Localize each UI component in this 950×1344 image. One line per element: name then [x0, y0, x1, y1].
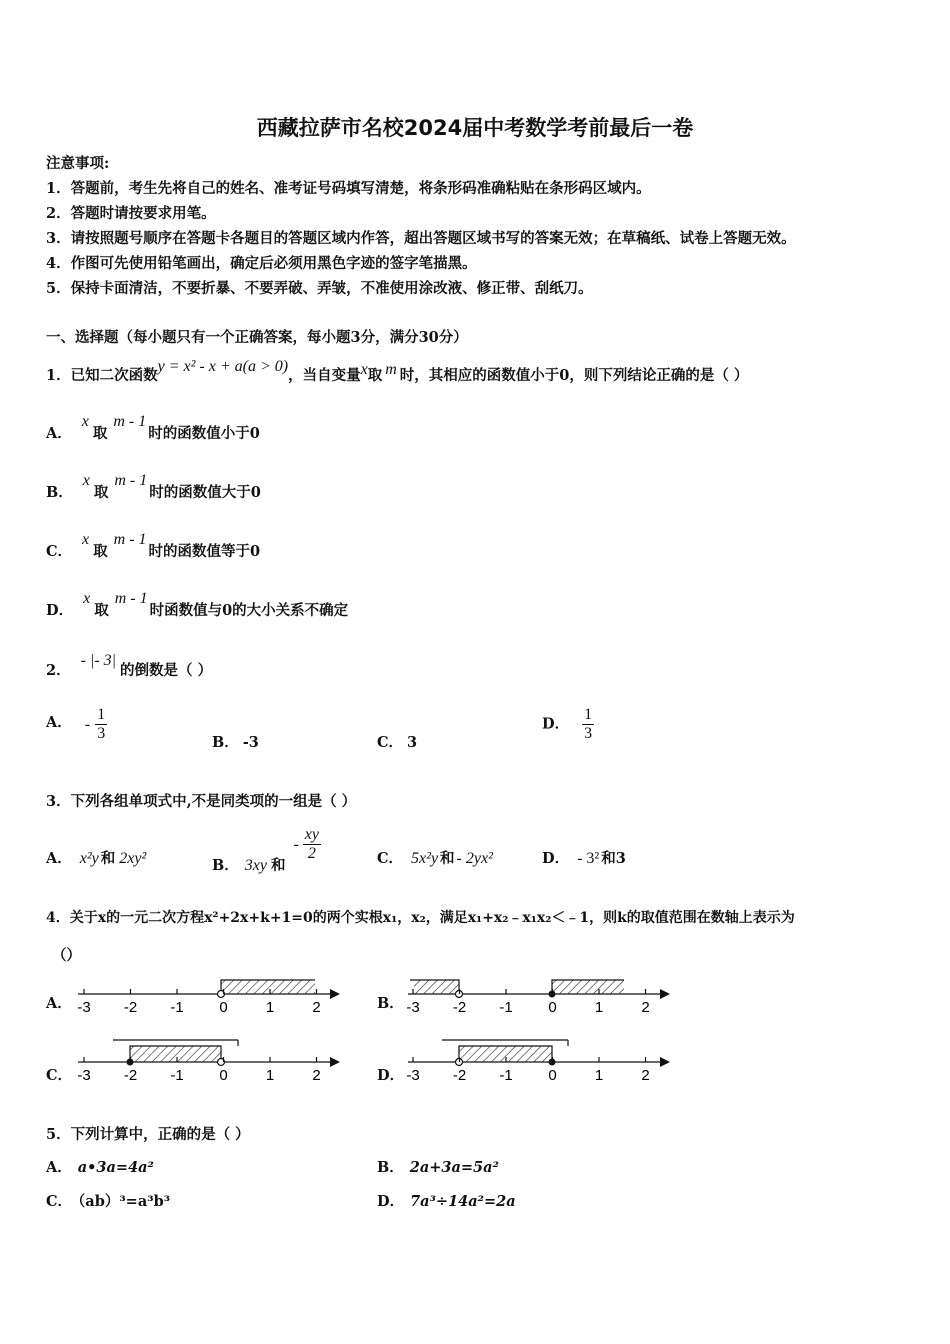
notice-item: 4．作图可先使用铅笔画出，确定后必须用黑色字迹的签字笔描黑。: [46, 255, 477, 272]
tick-label: 0: [219, 999, 228, 1016]
option-q2-c[interactable]: C． 3: [377, 734, 418, 751]
tick-label: 0: [548, 1067, 557, 1084]
question-2: 2．- |- 3|的倒数是（ ）: [46, 652, 213, 679]
tick-label: -1: [170, 1067, 184, 1084]
option-q1-d[interactable]: D．x取m - 1时函数值与0的大小关系不确定: [46, 590, 349, 619]
tick-label: 2: [641, 999, 650, 1016]
tick-label: -2: [452, 999, 467, 1016]
option-q4-b-label[interactable]: B．: [377, 995, 404, 1012]
tick-label: 1: [594, 999, 604, 1016]
question-4: 4．关于x的一元二次方程x²+2x+k+1=0的两个实根x₁，x₂，满足x₁+x₂﹣x₁x₂＜﹣1，则k的取值范围在数轴上表示为: [46, 910, 795, 926]
number-line-c: [77, 1040, 340, 1084]
option-q2-a[interactable]: A． - $\frac{1}{3}$: [46, 706, 106, 742]
tick-label: 2: [641, 1067, 650, 1084]
notice-item: 2．答题时请按要求用笔。: [46, 205, 216, 222]
number-line-a: [77, 980, 340, 1016]
tick-label: 1: [594, 1067, 604, 1084]
option-q5-d[interactable]: D． 7a³÷14a²=2a: [377, 1193, 516, 1210]
tick-label: -3: [406, 1067, 420, 1084]
tick-label: -2: [452, 1067, 467, 1084]
tick-label: -3: [77, 999, 91, 1016]
option-q1-a[interactable]: A．x取m - 1时的函数值小于0: [46, 413, 260, 442]
tick-label: -3: [77, 1067, 91, 1084]
option-q1-b[interactable]: B．x取m - 1时的函数值大于0: [46, 472, 261, 501]
notice-item: 3．请按照题号顺序在答题卡各题目的答题区域内作答，超出答题区域书写的答案无效；在草稿纸、试卷上答题无效。: [46, 230, 796, 247]
number-line-b: [406, 980, 670, 1016]
option-q1-c[interactable]: C．x取m - 1时的函数值等于0: [46, 531, 261, 560]
notice-heading: 注意事项:: [46, 155, 110, 172]
option-q2-d[interactable]: D． $\frac{1}{3}$: [542, 706, 593, 742]
tick-label: -3: [406, 999, 420, 1016]
page-title: 西藏拉萨市名校2024届中考数学考前最后一卷: [256, 116, 694, 140]
tick-label: 1: [265, 1067, 275, 1084]
section-heading: 一、选择题（每小题只有一个正确答案，每小题3分，满分30分）: [46, 329, 468, 346]
number-line-d: [406, 1040, 670, 1084]
tick-label: 0: [219, 1067, 228, 1084]
option-q4-c-label[interactable]: C．: [46, 1067, 73, 1084]
tick-label: 2: [312, 999, 321, 1016]
tick-label: 2: [312, 1067, 321, 1084]
tick-label: 0: [548, 999, 557, 1016]
notice-item: 5．保持卡面清洁，不要折暴、不要弄破、弄皱，不准使用涂改液、修正带、刮纸刀。: [46, 280, 593, 297]
option-q3-b[interactable]: B． 3xy 和- $\frac{xy}{2}$: [212, 826, 319, 874]
tick-label: -1: [499, 999, 513, 1016]
option-q5-b[interactable]: B． 2a+3a=5a²: [377, 1159, 499, 1176]
tick-label: -1: [499, 1067, 513, 1084]
tick-label: -2: [123, 1067, 138, 1084]
notice-item: 1．答题前，考生先将自己的姓名、准考证号码填写清楚，将条形码准确粘贴在条形码区域内。: [46, 180, 651, 197]
option-q3-a[interactable]: A． x²y 和 2xy²: [46, 850, 147, 867]
tick-label: -1: [170, 999, 184, 1016]
option-q4-d-label[interactable]: D．: [377, 1067, 405, 1084]
option-q3-c[interactable]: C． 5x²y 和 - 2yx²: [377, 850, 493, 867]
question-3: 3．下列各组单项式中,不是同类项的一组是（ ）: [46, 793, 357, 810]
option-q4-a-label[interactable]: A．: [46, 995, 72, 1012]
option-q2-b[interactable]: B． -3: [212, 734, 259, 751]
tick-label: -2: [123, 999, 138, 1016]
option-q5-a[interactable]: A． a•3a=4a²: [46, 1159, 154, 1176]
question-1: 1．已知二次函数y = x² - x + a(a > 0)，当自变量x取 m 时，其相应的函数值小于0，则下列结论正确的是（ ）: [46, 358, 749, 384]
question-4-paren: （）: [52, 947, 81, 964]
tick-label: 1: [265, 999, 275, 1016]
question-5: 5．下列计算中，正确的是（ ）: [46, 1126, 250, 1143]
option-q5-c[interactable]: C． （ab）³=a³b³: [46, 1193, 171, 1210]
option-q3-d[interactable]: D． - 3² 和3: [542, 850, 626, 867]
